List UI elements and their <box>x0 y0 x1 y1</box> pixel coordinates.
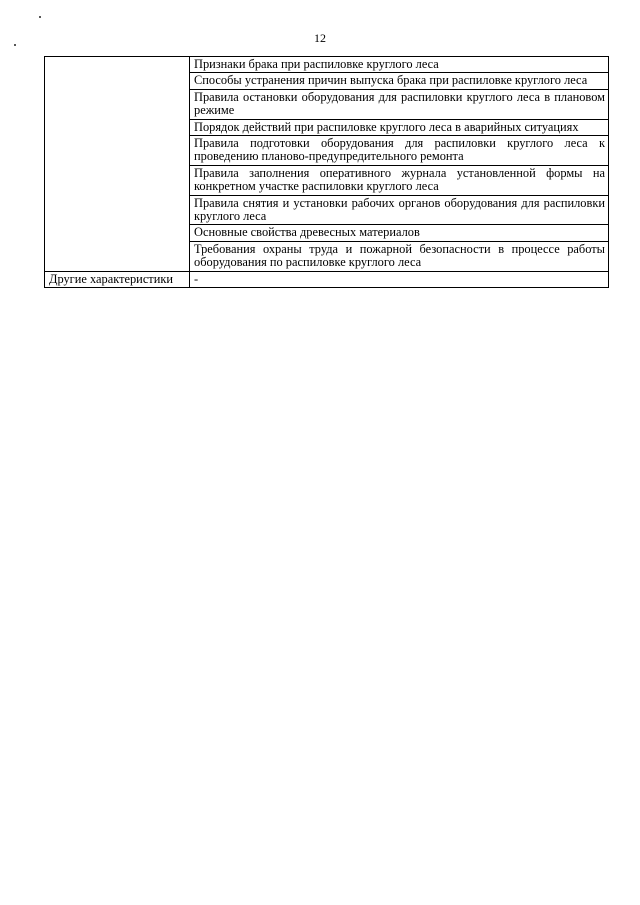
scan-speck <box>39 16 41 18</box>
page-number: 12 <box>314 31 326 45</box>
requirements-table <box>44 56 609 288</box>
other-characteristics-value: - <box>190 271 609 287</box>
table-cell: Правила подготовки оборудования для распиловки круглого леса к проведению планово-предупредительного ремонта <box>190 136 609 166</box>
table-cell: Правила заполнения оперативного журнала установленной формы на конкретном участке распиловки круглого леса <box>190 165 609 195</box>
table-cell: Основные свойства древесных материалов <box>190 225 609 241</box>
table-cell: Способы устранения причин выпуска брака при распиловке круглого леса <box>190 73 609 89</box>
table-row-other-characteristics <box>45 271 609 287</box>
scan-speck <box>14 44 16 46</box>
table-row <box>45 57 609 73</box>
other-characteristics-label: Другие характеристики <box>45 271 190 287</box>
table-cell: Признаки брака при распиловке круглого леса <box>190 57 609 73</box>
table-cell: Требования охраны труда и пожарной безопасности в процессе работы оборудования по распиловке круглого леса <box>190 241 609 271</box>
table-cell: Порядок действий при распиловке круглого леса в аварийных ситуациях <box>190 119 609 135</box>
table-cell-empty <box>45 57 190 272</box>
table-cell: Правила остановки оборудования для распиловки круглого леса в плановом режиме <box>190 89 609 119</box>
table-cell: Правила снятия и установки рабочих органов оборудования для распиловки круглого леса <box>190 195 609 225</box>
